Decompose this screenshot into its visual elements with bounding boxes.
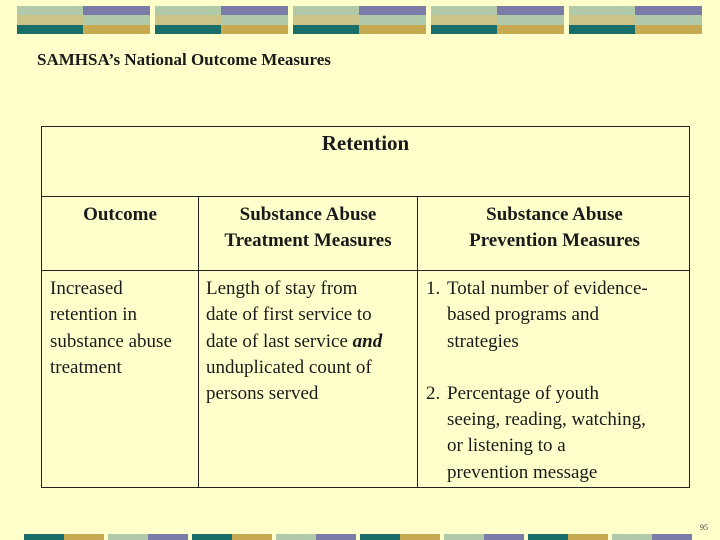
- table-divider: [42, 270, 689, 271]
- prevention-line: Percentage of youth: [447, 382, 599, 404]
- treatment-cell: [206, 276, 416, 407]
- header-treatment-line: Treatment Measures: [224, 230, 392, 251]
- prevention-line: Total number of evidence-: [447, 278, 648, 299]
- retention-table: [41, 126, 690, 488]
- treatment-line-text: date of last service: [206, 330, 353, 352]
- prevention-item-number: 1.: [426, 278, 441, 299]
- header-outcome: [42, 202, 198, 228]
- band-block: [431, 6, 564, 34]
- table-divider: [42, 196, 689, 197]
- header-prevention-line: Prevention Measures: [469, 230, 640, 251]
- outcome-line: treatment: [50, 356, 122, 378]
- band-block: [293, 6, 426, 34]
- band-block: [569, 6, 702, 34]
- prevention-item: [426, 381, 688, 486]
- treatment-line: unduplicated count of: [206, 356, 372, 378]
- prevention-line: strategies: [447, 330, 519, 352]
- prevention-line: based programs and: [447, 304, 599, 326]
- treatment-line: persons served: [206, 383, 319, 405]
- treatment-line: [206, 329, 416, 355]
- header-prevention-line: Substance Abuse: [486, 204, 623, 225]
- band-block: [155, 6, 288, 34]
- header-outcome-label: Outcome: [83, 204, 157, 225]
- prevention-line: or listening to a: [447, 435, 566, 457]
- outcome-line: Increased: [50, 278, 123, 299]
- prevention-item-number: 2.: [426, 382, 441, 404]
- slide-title: SAMHSA’s National Outcome Measures: [37, 50, 331, 69]
- treatment-line: Length of stay from: [206, 278, 358, 299]
- band-block: [17, 6, 150, 34]
- outcome-line: substance abuse: [50, 330, 172, 352]
- treatment-emphasis: and: [352, 330, 383, 352]
- decorative-bottom-band: [0, 534, 720, 540]
- header-prevention: [418, 202, 691, 254]
- prevention-line: seeing, reading, watching,: [447, 409, 646, 431]
- header-treatment: [199, 202, 417, 254]
- page-number: 95: [700, 523, 708, 532]
- table-title: Retention: [321, 131, 410, 155]
- decorative-top-band: [0, 6, 720, 34]
- header-treatment-line: Substance Abuse: [239, 204, 377, 225]
- treatment-line: date of first service to: [206, 304, 372, 326]
- outcome-cell: [50, 276, 198, 381]
- outcome-line: retention in: [50, 304, 138, 326]
- prevention-line: prevention message: [447, 461, 598, 483]
- prevention-cell: [426, 276, 688, 486]
- prevention-item: [426, 276, 688, 355]
